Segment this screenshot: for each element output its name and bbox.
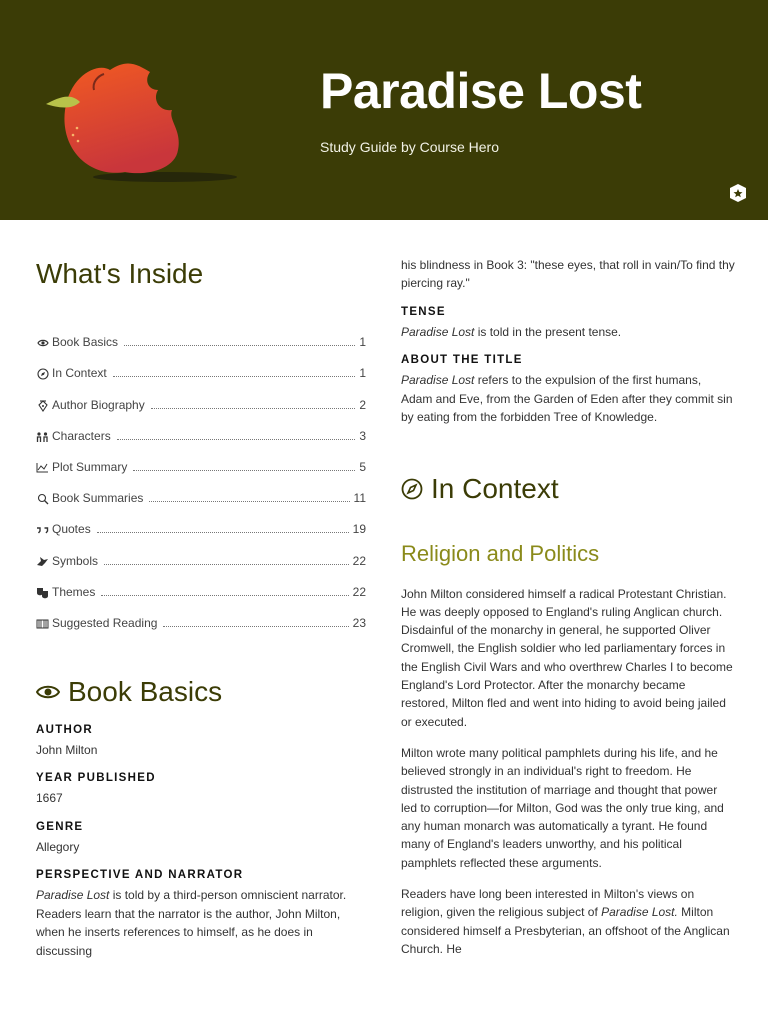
toc-leader — [163, 626, 348, 627]
toc-page: 19 — [352, 522, 366, 537]
book-title-italic: Paradise Lost — [36, 888, 110, 903]
compass-icon — [36, 368, 49, 380]
toc-page: 5 — [359, 459, 366, 474]
toc-item-in-context[interactable] — [36, 349, 366, 380]
perspective-continued: his blindness in Book 3: "these eyes, that roll in vain/To find thy piercing ray." — [401, 258, 735, 291]
perspective-label: PERSPECTIVE AND NARRATOR — [36, 869, 244, 882]
toc-label: Themes — [52, 584, 96, 599]
p3-text-b: Milton considered himself a Presbyterian, an offshoot of the Anglican Church. He — [401, 905, 730, 956]
toc-item-symbols[interactable] — [36, 536, 366, 567]
toc-label: Quotes — [52, 522, 91, 537]
in-context-title: In Context — [431, 472, 559, 504]
bitten-apple-illustration — [40, 40, 250, 190]
toc-leader — [113, 376, 356, 377]
book-basics-heading — [36, 676, 366, 708]
right-column — [401, 256, 735, 958]
book-title-italic: Paradise Lost. — [601, 905, 678, 920]
year-published-value: 1667 — [36, 791, 63, 806]
toc-page: 11 — [353, 491, 366, 506]
left-column — [36, 258, 366, 960]
toc-leader — [151, 408, 356, 409]
course-hero-logo-icon — [728, 183, 748, 203]
document-subtitle: Study Guide by Course Hero — [320, 139, 499, 155]
in-context-heading — [401, 473, 735, 505]
toc-item-book-summaries[interactable] — [36, 474, 366, 505]
toc-label: Book Summaries — [52, 491, 144, 506]
bird-icon — [36, 556, 49, 568]
toc-item-quotes[interactable] — [36, 505, 366, 536]
toc-item-author-biography[interactable] — [36, 380, 366, 411]
toc-label: Suggested Reading — [52, 615, 158, 630]
toc-item-book-basics[interactable] — [36, 318, 366, 349]
tense-text: is told in the present tense. — [474, 324, 622, 339]
toc-label: Symbols — [52, 553, 99, 568]
toc-label: Characters — [52, 428, 111, 443]
toc-leader — [97, 532, 349, 533]
toc-label: Plot Summary — [52, 459, 128, 474]
toc-leader — [117, 439, 356, 440]
masks-icon — [36, 587, 49, 599]
toc-leader — [104, 564, 349, 565]
document-title: Paradise Lost — [320, 63, 642, 119]
cover-header — [0, 0, 768, 220]
chart-icon — [36, 462, 49, 474]
eye-icon — [36, 337, 49, 349]
toc-page: 23 — [352, 615, 366, 630]
table-of-contents — [36, 318, 366, 630]
religion-politics-heading: Religion and Politics — [401, 540, 600, 566]
eye-icon — [36, 683, 60, 701]
context-paragraph-3 — [401, 885, 735, 958]
people-icon — [36, 431, 49, 443]
genre-value: Allegory — [36, 839, 80, 854]
about-title-label: ABOUT THE TITLE — [401, 354, 523, 367]
toc-item-plot-summary[interactable] — [36, 443, 366, 474]
author-label: AUTHOR — [36, 723, 93, 736]
p3-text-a: Readers have long been interested in Milton's views on religion, given the religious subject of — [401, 887, 695, 920]
magnifier-icon — [36, 493, 49, 505]
toc-item-themes[interactable] — [36, 568, 366, 599]
toc-item-suggested-reading[interactable] — [36, 599, 366, 630]
books-icon — [36, 618, 49, 630]
perspective-text: is told by a third-person omniscient narrator. Readers learn that the narrator is the author, John Milton, when he inserts references to himself, as he does in discussing — [36, 888, 347, 958]
tense-value — [401, 323, 735, 342]
toc-label: Author Biography — [52, 397, 145, 412]
context-paragraph-1: John Milton considered himself a radical Protestant Christian. He was deeply opposed to England's ruling Anglican church. Disdainful of the monarchy in general, he supported Oliver Cromwell, the English soldier who led parliamentary forces in the English Civil Wars and who overthrew Charles I to become England's Lord Protector. After the monarchy became restored, Milton fled and went into hiding to avoid being jailed or executed. — [401, 586, 733, 729]
perspective-value — [36, 886, 366, 960]
genre-label: GENRE — [36, 820, 84, 833]
toc-page: 22 — [352, 553, 366, 568]
toc-page: 3 — [359, 428, 366, 443]
toc-page: 2 — [359, 397, 366, 412]
toc-page: 1 — [359, 366, 366, 381]
about-title-value — [401, 371, 735, 427]
whats-inside-heading: What's Inside — [36, 258, 204, 289]
book-title-italic: Paradise Lost — [401, 324, 475, 339]
toc-item-characters[interactable] — [36, 412, 366, 443]
author-value: John Milton — [36, 742, 98, 757]
year-published-label: YEAR PUBLISHED — [36, 772, 156, 785]
toc-label: In Context — [52, 366, 107, 381]
quote-icon — [36, 524, 49, 536]
toc-page: 1 — [359, 335, 366, 350]
toc-leader — [149, 501, 349, 502]
pen-nib-icon — [36, 400, 49, 412]
about-title-text: refers to the expulsion of the first humans, Adam and Eve, from the Garden of Eden after they commit sin by eating from the forbidden Tree of Knowledge. — [401, 373, 733, 425]
toc-page: 22 — [352, 584, 366, 599]
toc-label: Book Basics — [52, 335, 119, 350]
book-basics-title: Book Basics — [68, 675, 223, 707]
tense-label: TENSE — [401, 305, 446, 318]
toc-leader — [101, 595, 348, 596]
toc-leader — [133, 470, 355, 471]
compass-icon — [401, 478, 423, 500]
book-title-italic: Paradise Lost — [401, 373, 475, 388]
context-paragraph-2: Milton wrote many political pamphlets during his life, and he believed strongly in an individual's right to freedom. He distrusted the institution of marriage and thought that power led to corruption—for Milton, God was the only true king, and any human monarch was automatically a tyrant. He found many of England's leaders unworthy, and his political pamphlets reflected these arguments. — [401, 745, 724, 870]
toc-leader — [124, 345, 355, 346]
